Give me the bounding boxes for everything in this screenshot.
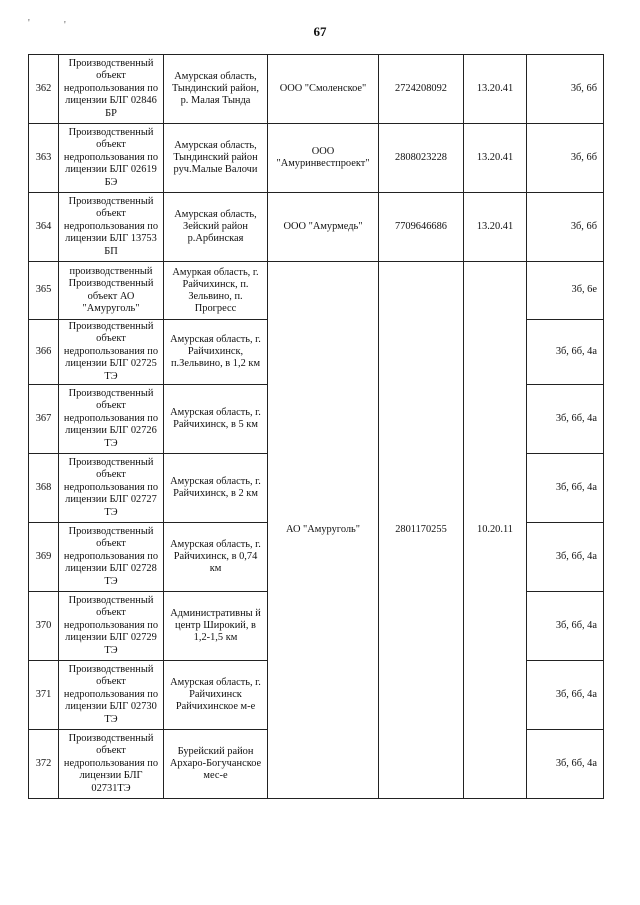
object-address: Административны й центр Широкий, в 1,2-1,5 км [164,592,268,661]
row-number: 365 [29,262,59,320]
scan-mark: ' [64,20,66,31]
okved-code: 13.20.41 [464,124,527,193]
inn-code: 7709646686 [379,193,464,262]
okved-code: 10.20.11 [464,262,527,799]
category-code: 3б, 6е [527,262,604,320]
scan-mark: ' [28,18,30,29]
category-code: 3б, 6б, 4а [527,730,604,799]
row-number: 366 [29,320,59,385]
object-name: Производственный объект недропользования по лицензии БЛГ 02728 ТЭ [59,523,164,592]
object-name: Производственный объект недропользования по лицензии БЛГ 02731ТЭ [59,730,164,799]
row-number: 372 [29,730,59,799]
object-address: Амурская область, Тындинский район руч.Малые Валочи [164,124,268,193]
object-address: Амурская область, г. Райчихинск Райчихинское м-е [164,661,268,730]
object-address: Амурская область, г. Райчихинск, в 0,74 км [164,523,268,592]
object-name: Производственный объект недропользования по лицензии БЛГ 02726 ТЭ [59,385,164,454]
row-number: 369 [29,523,59,592]
table-row [29,262,604,320]
row-number: 368 [29,454,59,523]
organization-name: АО "Амуруголь" [268,262,379,799]
category-code: 3б, 6б, 4а [527,523,604,592]
table-row [29,124,604,193]
category-code: 3б, 6б, 4а [527,661,604,730]
object-address: Амурская область, г. Райчихинск, п.Зельвино, в 1,2 км [164,320,268,385]
row-number: 367 [29,385,59,454]
inn-code: 2808023228 [379,124,464,193]
page-number: 67 [313,24,327,39]
object-address: Амурская область, Тындинский район, р. Малая Тында [164,55,268,124]
row-number: 363 [29,124,59,193]
row-number: 370 [29,592,59,661]
row-number: 362 [29,55,59,124]
object-name: Производственный объект недропользования по лицензии БЛГ 02846 БР [59,55,164,124]
object-name: Производственный объект недропользования по лицензии БЛГ 02730 ТЭ [59,661,164,730]
object-address: Амурская область, г. Райчихинск, в 5 км [164,385,268,454]
object-address: Амуркая область, г. Райчихинск, п. Зельвино, п. Прогресс [164,262,268,320]
object-address: Амурская область, Зейский район р.Арбинская [164,193,268,262]
object-address: Амурская область, г. Райчихинск, в 2 км [164,454,268,523]
object-name: Производственный объект недропользования по лицензии БЛГ 02725 ТЭ [59,320,164,385]
table-row [29,55,604,124]
object-address: Бурейский район Архаро-Богучанское мес-е [164,730,268,799]
organization-name: ООО "Амуринвестпроект" [268,124,379,193]
object-name: производственный Производственный объект АО "Амуруголь" [59,262,164,320]
okved-code: 13.20.41 [464,55,527,124]
object-name: Производственный объект недропользования по лицензии БЛГ 02729 ТЭ [59,592,164,661]
object-name: Производственный объект недропользования по лицензии БЛГ 02619 БЭ [59,124,164,193]
table-row [29,193,604,262]
category-code: 3б, 6б [527,193,604,262]
object-name: Производственный объект недропользования по лицензии БЛГ 02727 ТЭ [59,454,164,523]
inn-code: 2801170255 [379,262,464,799]
inn-code: 2724208092 [379,55,464,124]
okved-code: 13.20.41 [464,193,527,262]
row-number: 364 [29,193,59,262]
category-code: 3б, 6б [527,124,604,193]
category-code: 3б, 6б, 4а [527,385,604,454]
row-number: 371 [29,661,59,730]
category-code: 3б, 6б, 4а [527,592,604,661]
category-code: 3б, 6б, 4а [527,320,604,385]
registry-table [28,54,604,799]
organization-name: ООО "Амурмедь" [268,193,379,262]
category-code: 3б, 6б, 4а [527,454,604,523]
organization-name: ООО "Смоленское" [268,55,379,124]
category-code: 3б, 6б [527,55,604,124]
object-name: Производственный объект недропользования по лицензии БЛГ 13753 БП [59,193,164,262]
